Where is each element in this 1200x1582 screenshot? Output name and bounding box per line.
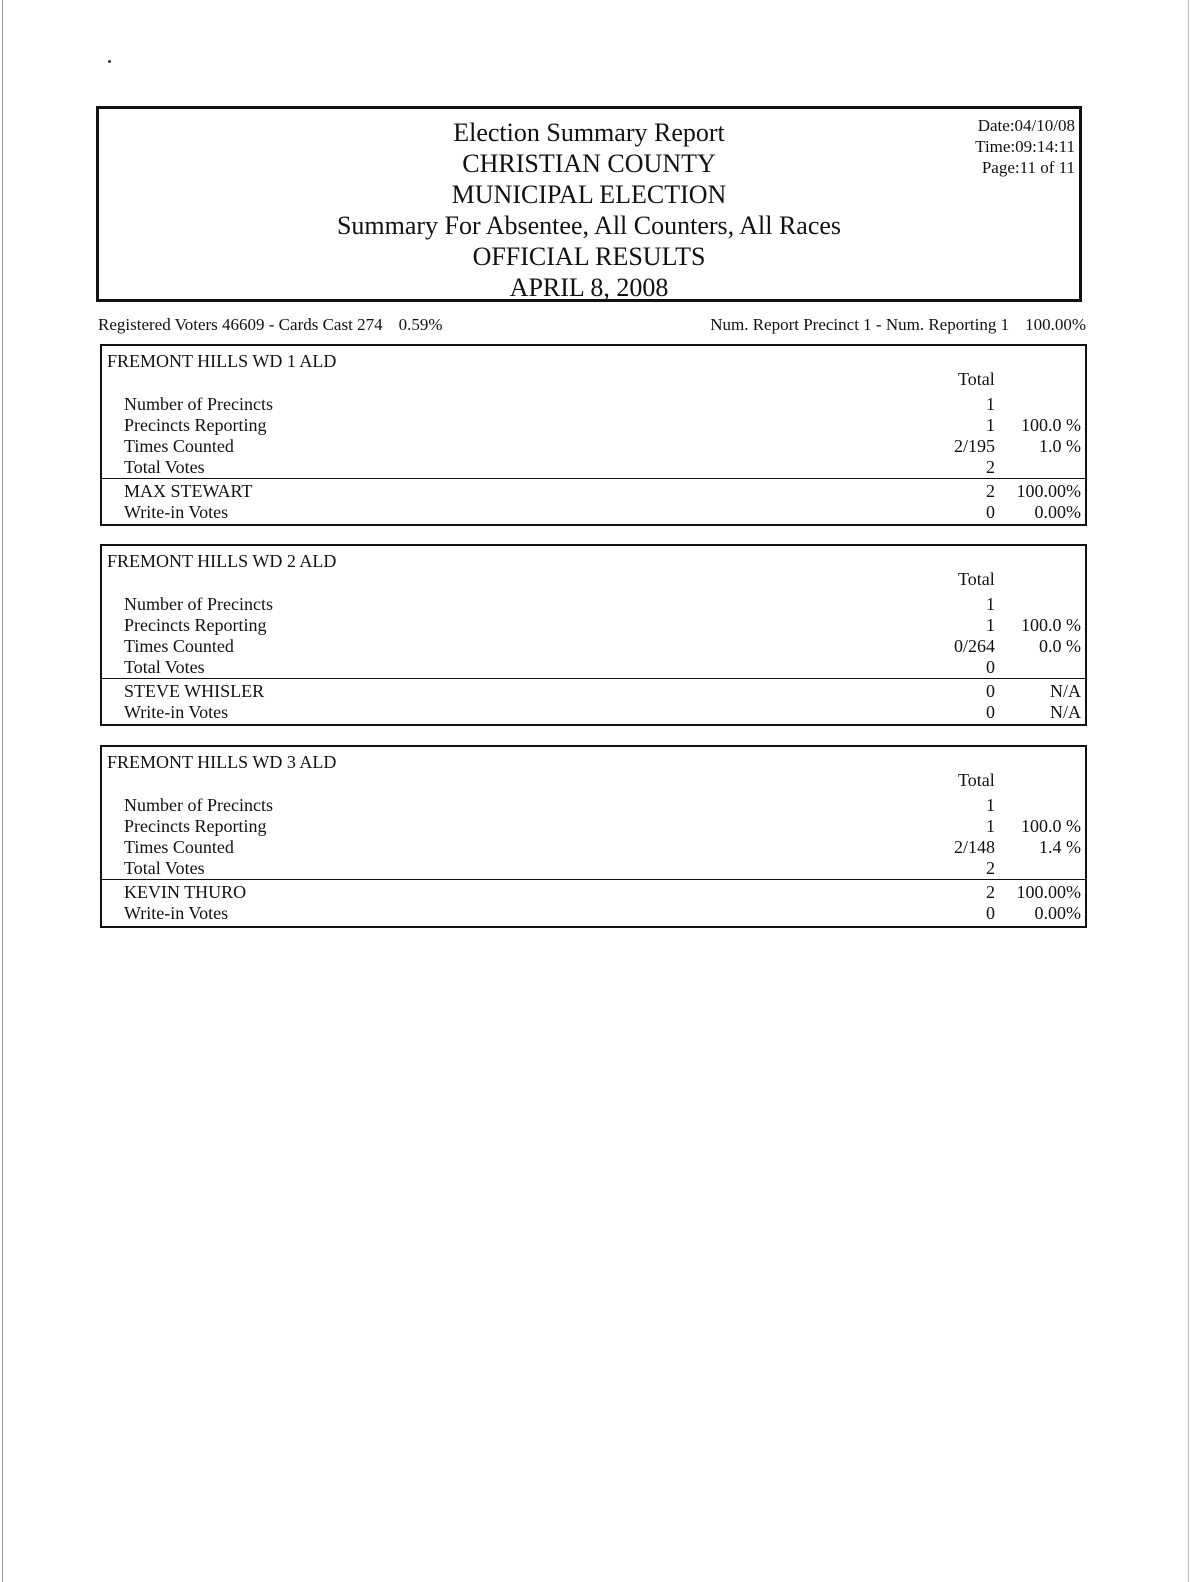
stat-row [102,415,1085,436]
candidate-row [102,681,1085,702]
candidate-pct: N/A [1050,681,1081,701]
stat-row [102,394,1085,415]
report-date: Date:04/10/08 [977,116,1075,135]
stat-label: Times Counted [124,837,234,857]
candidate-votes: 0 [986,903,995,923]
stat-pct: 0.0 % [1039,636,1081,656]
precinct-report-text: Num. Report Precinct 1 - Num. Reporting 1 [710,315,1010,334]
candidate-row [102,903,1085,924]
candidate-name: Write-in Votes [124,502,229,522]
candidate-row [102,702,1085,723]
stat-value: 1 [986,816,995,836]
stat-row [102,436,1085,457]
scan-edge-left [2,0,3,1582]
stat-row [102,657,1085,678]
stat-value: 1 [986,795,995,815]
stat-pct: 1.0 % [1039,436,1081,456]
registered-cards-text: Registered Voters 46609 - Cards Cast 274 [98,315,383,334]
page-number: Page:11 of 11 [981,158,1075,177]
race-box [100,344,1087,526]
race-box [100,544,1087,726]
stat-pct: 100.0 % [1021,415,1081,435]
report-scope: Summary For Absentee, All Counters, All Races [336,211,842,240]
candidate-votes: 0 [986,702,995,722]
report-title-block [99,117,1079,303]
stat-value: 1 [986,415,995,435]
stat-value: 1 [986,594,995,614]
candidate-name: STEVE WHISLER [124,681,265,701]
candidate-name: Write-in Votes [124,702,229,722]
cards-cast-pct: 0.59% [398,315,443,334]
candidate-row [102,882,1085,903]
stat-row [102,837,1085,858]
stat-row [102,795,1085,816]
stat-row [102,615,1085,636]
candidate-votes: 0 [986,502,995,522]
stat-label: Precincts Reporting [124,816,267,836]
total-column-header: Total [958,770,995,790]
candidate-pct: 100.00% [1016,481,1081,501]
candidate-divider [102,478,1085,479]
total-column-header: Total [958,369,995,389]
election-name: MUNICIPAL ELECTION [451,180,727,209]
stat-label: Number of Precincts [124,795,273,815]
candidate-row [102,481,1085,502]
candidate-votes: 0 [986,681,995,701]
stat-row [102,858,1085,879]
candidate-pct: N/A [1050,702,1081,722]
candidate-name: KEVIN THURO [124,882,247,902]
stat-value: 0 [986,657,995,677]
total-column-header: Total [958,569,995,589]
report-time: Time:09:14:11 [975,137,1075,156]
race-box [100,745,1087,928]
county-name: CHRISTIAN COUNTY [462,149,716,178]
scan-speck [108,60,111,63]
stat-row [102,816,1085,837]
results-status: OFFICIAL RESULTS [472,242,706,271]
candidate-votes: 2 [986,481,995,501]
candidate-name: MAX STEWART [124,481,253,501]
stat-row [102,636,1085,657]
race-title: FREMONT HILLS WD 3 ALD [107,752,337,772]
stat-label: Total Votes [124,858,205,878]
stat-value: 2/195 [953,436,995,456]
candidate-row [102,502,1085,523]
precinct-report-pct: 100.00% [1025,315,1086,334]
stat-label: Number of Precincts [124,594,273,614]
stat-label: Number of Precincts [124,394,273,414]
report-meta [975,115,1075,178]
stat-pct: 100.0 % [1021,816,1081,836]
stat-label: Precincts Reporting [124,615,267,635]
stat-label: Total Votes [124,657,205,677]
candidate-pct: 0.00% [1034,903,1081,923]
stat-value: 2 [986,457,995,477]
candidate-pct: 0.00% [1034,502,1081,522]
stat-row [102,457,1085,478]
stat-value: 0/264 [953,636,995,656]
candidate-votes: 2 [986,882,995,902]
stat-label: Times Counted [124,436,234,456]
stat-pct: 1.4 % [1039,837,1081,857]
candidate-divider [102,879,1085,880]
stat-value: 2/148 [953,837,995,857]
registered-voters-summary [98,314,443,336]
stat-pct: 100.0 % [1021,615,1081,635]
stat-label: Times Counted [124,636,234,656]
candidate-pct: 100.00% [1016,882,1081,902]
stat-label: Precincts Reporting [124,415,267,435]
report-title: Election Summary Report [453,118,725,147]
stat-value: 1 [986,615,995,635]
stat-value: 2 [986,858,995,878]
stat-value: 1 [986,394,995,414]
race-title: FREMONT HILLS WD 2 ALD [107,551,337,571]
candidate-divider [102,678,1085,679]
election-date: APRIL 8, 2008 [509,273,669,302]
report-header [96,106,1082,302]
precinct-summary [710,314,1086,336]
stat-row [102,594,1085,615]
candidate-name: Write-in Votes [124,903,229,923]
scan-edge-right [1188,0,1189,1582]
race-title: FREMONT HILLS WD 1 ALD [107,351,337,371]
stat-label: Total Votes [124,457,205,477]
